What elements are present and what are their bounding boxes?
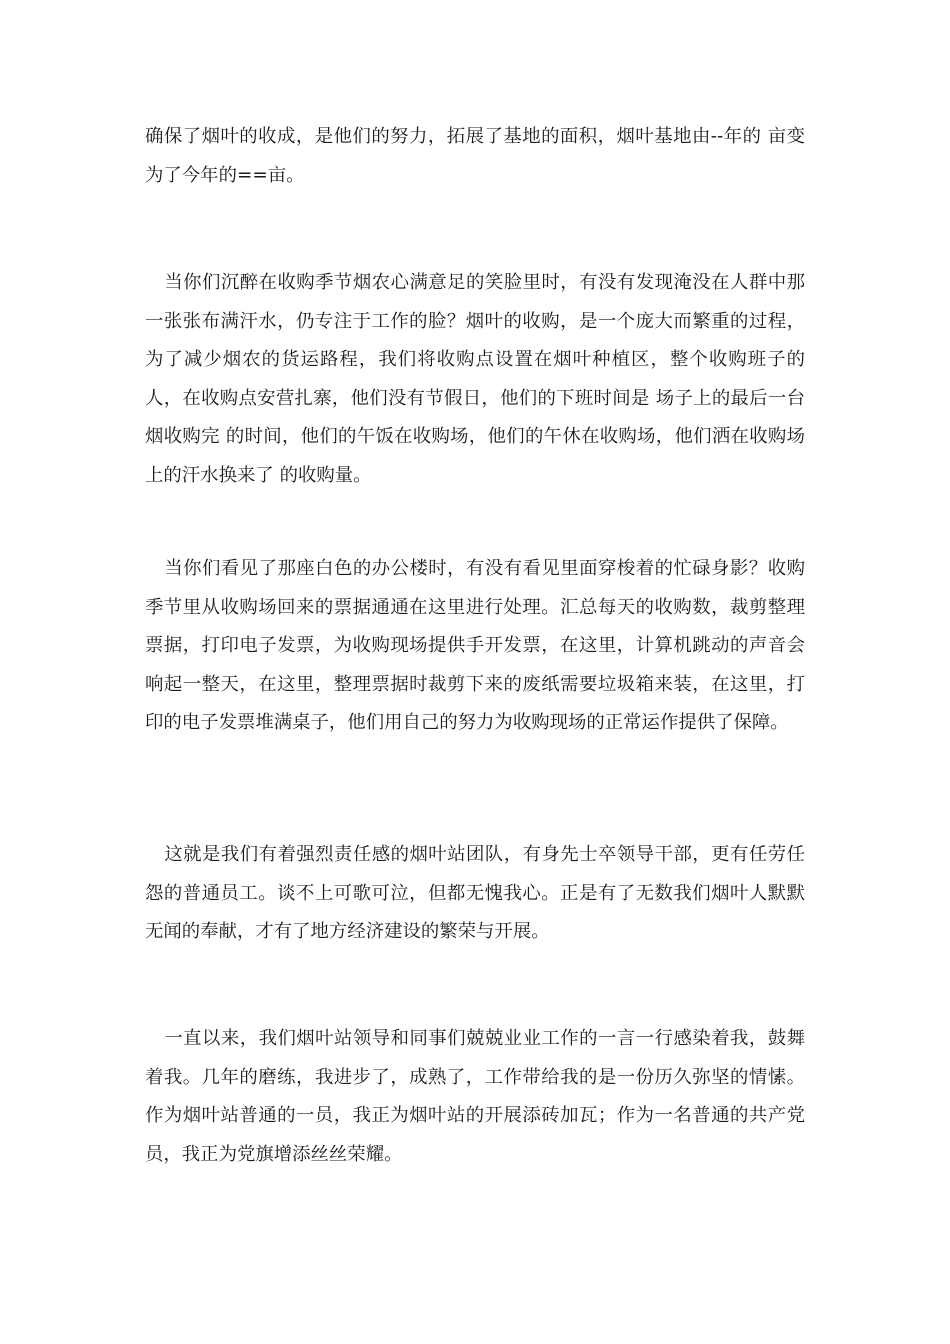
paragraph-2: 当你们沉醉在收购季节烟农心满意足的笑脸里时，有没有发现淹没在人群中那一张张布满汗水，仍专注于工作的脸？烟叶的收购，是一个庞大而繁重的过程，为了减少烟农的货运路程，我们将收购点设置在烟叶种植区，整个收购班子的人，在收购点安营扎寨，他们没有节假日，他们的下班时间是 场子上的最后一台烟收购完 的时间，他们的午饭在收购场，他们的午休在收购场，他们洒在收购场上的汗水换来了 的收购量。 xyxy=(145,272,805,486)
paragraph-1: 确保了烟叶的收成，是他们的努力，拓展了基地的面积，烟叶基地由--年的 亩变为了今年的==亩。 xyxy=(145,126,805,186)
paragraph-3: 当你们看见了那座白色的办公楼时，有没有看见里面穿梭着的忙碌身影？收购季节里从收购场回来的票据通通在这里进行处理。汇总每天的收购数，裁剪整理票据，打印电子发票，为收购现场提供手开发票，在这里，计算机跳动的声音会响起一整天，在这里，整理票据时裁剪下来的废纸需要垃圾箱来装，在这里，打印的电子发票堆满桌子，他们用自己的努力为收购现场的正常运作提供了保障。 xyxy=(145,558,805,734)
paragraph-5: 一直以来，我们烟叶站领导和同事们兢兢业业工作的一言一行感染着我，鼓舞着我。几年的磨练，我进步了，成熟了，工作带给我的是一份历久弥坚的情愫。作为烟叶站普通的一员，我正为烟叶站的开展添砖加瓦；作为一名普通的共产党员，我正为党旗增添丝丝荣耀。 xyxy=(145,1028,805,1165)
paragraph-4: 这就是我们有着强烈责任感的烟叶站团队，有身先士卒领导干部，更有任劳任怨的普通员工。谈不上可歌可泣，但都无愧我心。正是有了无数我们烟叶人默默无闻的奉献，才有了地方经济建设的繁荣与开展。 xyxy=(145,844,805,943)
